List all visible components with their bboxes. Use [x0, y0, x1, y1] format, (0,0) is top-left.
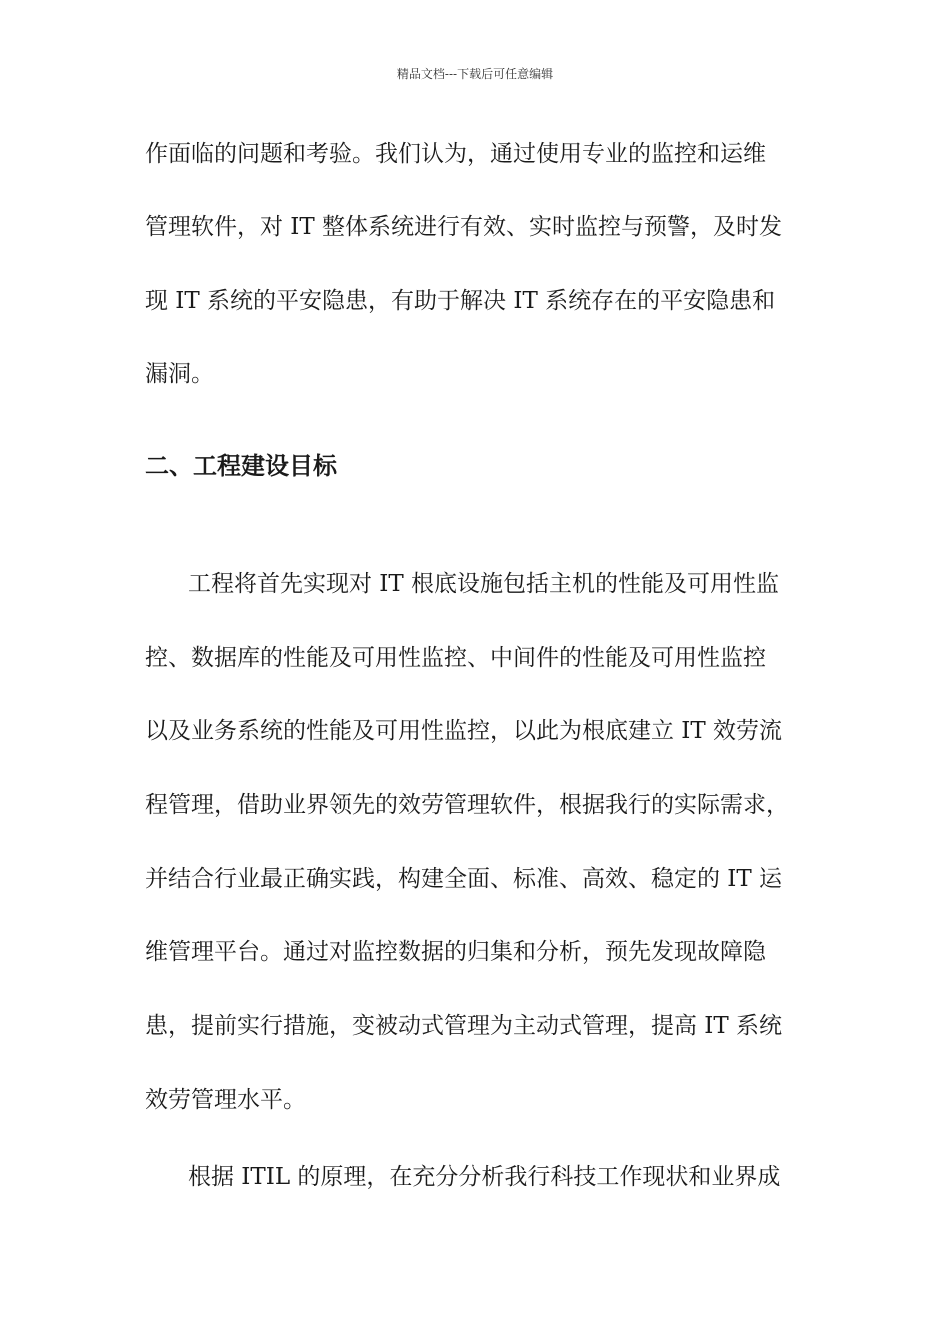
text-line: 患，提前实行措施，变被动式管理为主动式管理，提高 IT 系统: [145, 1013, 783, 1039]
text-line: 并结合行业最正确实践，构建全面、标准、高效、稳定的 IT 运: [145, 866, 783, 892]
text-line: 程管理，借助业界领先的效劳管理软件，根据我行的实际需求，: [145, 792, 789, 818]
text-line: 控、数据库的性能及可用性监控、中间件的性能及可用性监控: [145, 645, 766, 671]
text-line: 以及业务系统的性能及可用性监控，以此为根底建立 IT 效劳流: [145, 718, 783, 744]
text-line: 作面临的问题和考验。我们认为，通过使用专业的监控和运维: [145, 141, 766, 167]
text-line: 漏洞。: [145, 361, 214, 387]
text-line: 工程将首先实现对 IT 根底设施包括主机的性能及可用性监: [188, 571, 780, 597]
text-line: 现 IT 系统的平安隐患，有助于解决 IT 系统存在的平安隐患和: [145, 288, 776, 314]
section-heading: 二、工程建设目标: [145, 452, 337, 480]
text-line: 管理软件，对 IT 整体系统进行有效、实时监控与预警，及时发: [145, 214, 783, 240]
page-header: 精品文档---下载后可任意编辑: [396, 67, 554, 81]
text-line: 效劳管理水平。: [145, 1087, 306, 1113]
text-line: 维管理平台。通过对监控数据的归集和分析，预先发现故障隐: [145, 939, 766, 965]
text-line: 根据 ITIL 的原理，在充分分析我行科技工作现状和业界成: [188, 1164, 781, 1190]
